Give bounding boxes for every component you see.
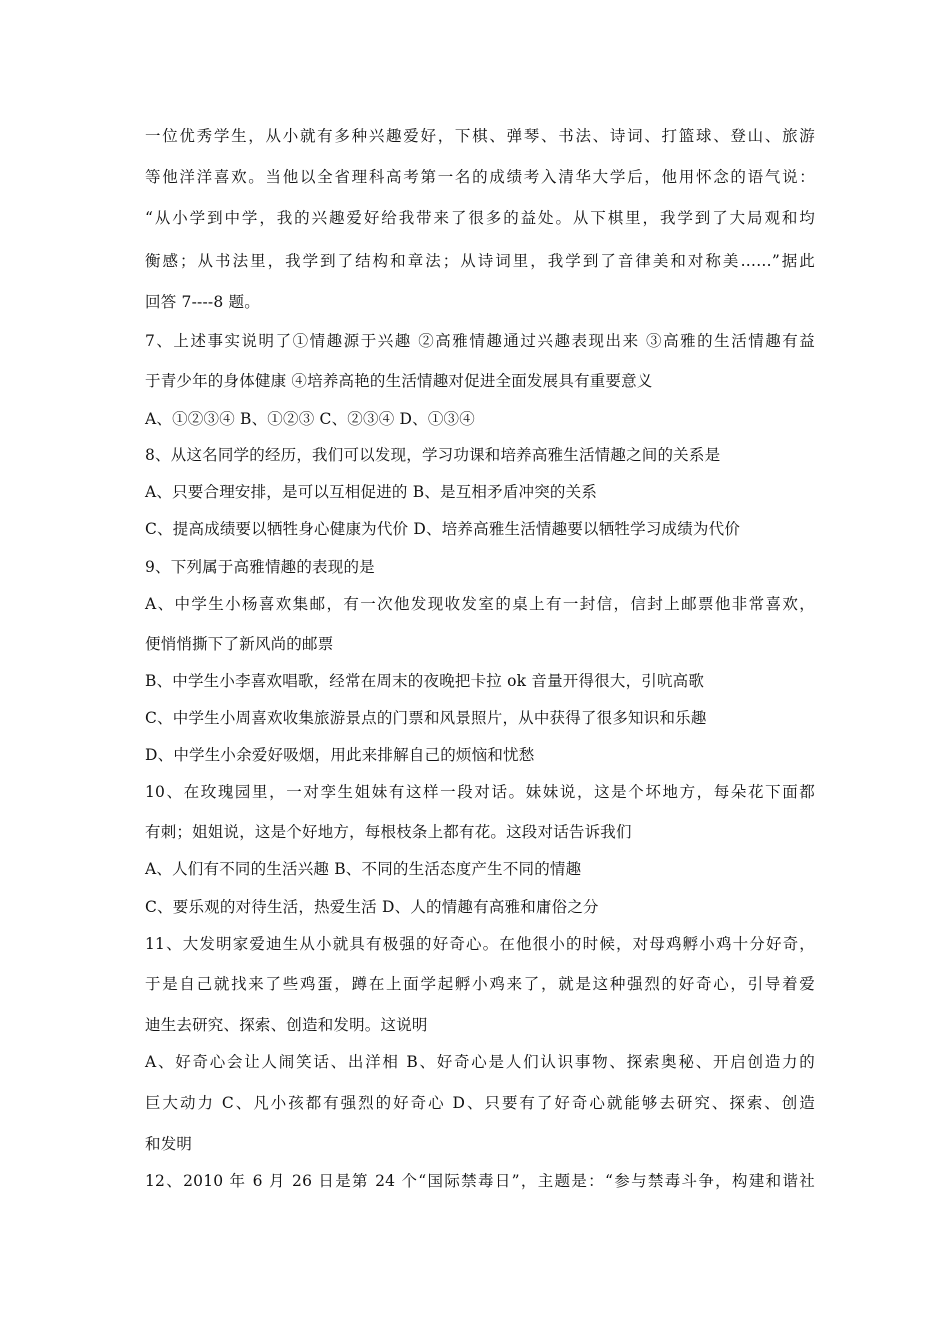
question-11-options: 巨大动力 C、凡小孩都有强烈的好奇心 D、只要有了好奇心就能够去研究、探索、创造	[145, 1094, 815, 1112]
question-8-options: C、提高成绩要以牺牲身心健康为代价 D、培养高雅生活情趣要以牺牲学习成绩为代价	[145, 520, 741, 538]
text-line: 回答 7----8 题。	[145, 293, 260, 311]
text-line: “从小学到中学，我的兴趣爱好给我带来了很多的益处。从下棋里，我学到了大局观和均	[145, 209, 815, 227]
question-8-options: A、只要合理安排，是可以互相促进的 B、是互相矛盾冲突的关系	[145, 483, 598, 501]
question-10-stem: 有刺；姐姐说，这是个好地方，每根枝条上都有花。这段对话告诉我们	[145, 823, 632, 841]
question-9-option-b: B、中学生小李喜欢唱歌，经常在周末的夜晚把卡拉 ok 音量开得很大，引吭高歌	[145, 672, 705, 690]
question-9-option-c: C、中学生小周喜欢收集旅游景点的门票和风景照片，从中获得了很多知识和乐趣	[145, 709, 707, 727]
text-line: 等他洋洋喜欢。当他以全省理科高考第一名的成绩考入清华大学后，他用怀念的语气说：	[145, 168, 815, 186]
question-11-options: 和发明	[145, 1135, 193, 1153]
question-11-stem: 于是自己就找来了些鸡蛋，蹲在上面学起孵小鸡来了，就是这种强烈的好奇心，引导着爱	[145, 975, 815, 993]
question-9-option-a: 便悄悄撕下了新风尚的邮票	[145, 635, 334, 653]
question-11-options: A、好奇心会让人闹笑话、出洋相 B、好奇心是人们认识事物、探索奥秘、开启创造力的	[145, 1053, 815, 1071]
question-8-stem: 8、从这名同学的经历，我们可以发现，学习功课和培养高雅生活情趣之间的关系是	[145, 446, 721, 464]
question-9-option-a: A、中学生小杨喜欢集邮，有一次他发现收发室的桌上有一封信，信封上邮票他非常喜欢，	[145, 595, 815, 613]
question-10-options: C、要乐观的对待生活，热爱生活 D、人的情趣有高雅和庸俗之分	[145, 898, 599, 916]
question-7-options: A、①②③④ B、①②③ C、②③④ D、①③④	[145, 410, 475, 428]
question-9-option-d: D、中学生小余爱好吸烟，用此来排解自己的烦恼和忧愁	[145, 746, 535, 764]
text-line: 一位优秀学生，从小就有多种兴趣爱好，下棋、弹琴、书法、诗词、打篮球、登山、旅游	[145, 127, 815, 145]
question-10-options: A、人们有不同的生活兴趣 B、不同的生活态度产生不同的情趣	[145, 860, 582, 878]
question-7-stem: 7、上述事实说明了①情趣源于兴趣 ②高雅情趣通过兴趣表现出来 ③高雅的生活情趣有益	[145, 332, 815, 350]
question-7-stem: 于青少年的身体健康 ④培养高艳的生活情趣对促进全面发展具有重要意义	[145, 372, 653, 390]
question-11-stem: 迪生去研究、探索、创造和发明。这说明	[145, 1016, 428, 1034]
question-11-stem: 11、大发明家爱迪生从小就具有极强的好奇心。在他很小的时候，对母鸡孵小鸡十分好奇，	[145, 935, 815, 953]
text-line: 衡感；从书法里，我学到了结构和章法；从诗词里，我学到了音律美和对称美……”据此	[145, 252, 815, 270]
question-12-stem: 12、2010 年 6 月 26 日是第 24 个“国际禁毒日”，主题是：“参与禁毒斗争，构建和谐社	[145, 1172, 815, 1190]
question-10-stem: 10、在玫瑰园里，一对孪生姐妹有这样一段对话。妹妹说，这是个坏地方，每朵花下面都	[145, 783, 815, 801]
question-9-stem: 9、下列属于高雅情趣的表现的是	[145, 558, 375, 576]
